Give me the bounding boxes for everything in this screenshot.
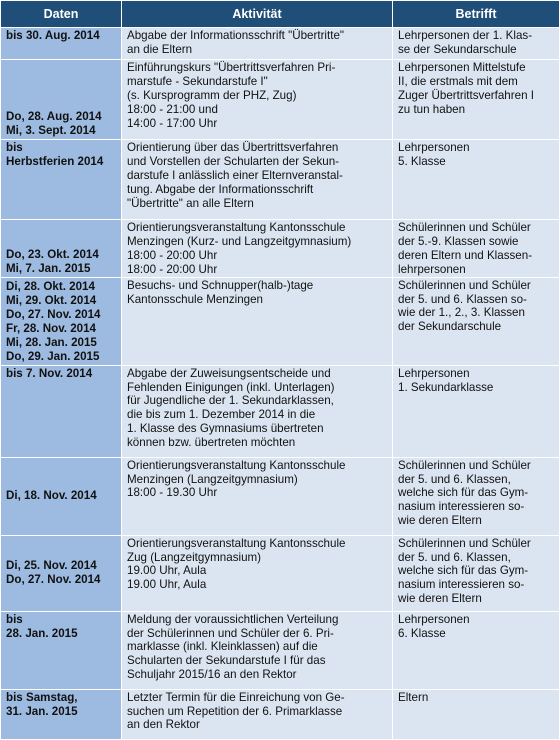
activity-line: marklasse (inkl. Kleinklassen) auf die: [127, 640, 318, 654]
activity-line: darstufe I anlässlich einer Elternveranstal-: [127, 168, 343, 182]
date-line: bis: [6, 612, 23, 626]
activity-line: (s. Kursprogramm der PHZ, Zug): [127, 88, 297, 102]
target-line: zu tun haben: [398, 102, 466, 116]
target-cell: [393, 28, 560, 60]
target-line: se der Sekundarschule: [398, 42, 517, 56]
activity-line: 19.00 Uhr, Aula: [127, 578, 207, 592]
target-cell: [393, 535, 560, 611]
activity-line: an den Rektor: [127, 718, 200, 732]
target-line: deren Eltern und Klassen-: [398, 248, 533, 262]
date-cell: [1, 457, 122, 535]
date-line: 28. Jan. 2015: [6, 626, 78, 640]
table-row: [1, 611, 560, 689]
activity-cell: [122, 365, 393, 457]
date-line: Di, 18. Nov. 2014: [6, 489, 97, 503]
activity-line: 18:00 - 20:00 Uhr: [127, 262, 218, 276]
date-cell: [1, 689, 122, 739]
target-line: Zuger Übertrittsverfahren I: [398, 88, 534, 102]
date-line: bis 30. Aug. 2014: [6, 29, 100, 42]
target-line: 6. Klasse: [398, 626, 446, 640]
table-row: [1, 220, 560, 278]
target-line: nasium interessieren so-: [398, 578, 525, 592]
target-line: der 5. und 6. Klassen so-: [398, 292, 527, 306]
activity-line: marstufe - Sekundarstufe I": [127, 74, 268, 88]
activity-line: Besuchs- und Schnupper(halb-)tage: [127, 278, 314, 292]
activity-line: und Vorstellen der Schularten der Sekun-: [127, 154, 340, 168]
table-row: [1, 277, 560, 365]
date-line: Di, 25. Nov. 2014: [6, 559, 97, 573]
target-line: 1. Sekundarklasse: [398, 380, 494, 394]
date-line: Do, 27. Nov. 2014: [6, 308, 101, 321]
target-cell: [393, 689, 560, 739]
date-line: Fr, 28. Nov. 2014: [6, 321, 97, 335]
target-line: Lehrpersonen: [398, 366, 470, 380]
header-daten: Daten: [1, 1, 122, 28]
target-cell: [393, 365, 560, 457]
date-line: Do, 23. Okt. 2014: [6, 247, 99, 261]
date-line: bis 7. Nov. 2014: [6, 366, 93, 380]
target-line: Schülerinnen und Schüler: [398, 458, 531, 472]
header-row: [1, 1, 560, 28]
target-line: wie deren Eltern: [398, 592, 482, 606]
target-line: Lehrpersonen: [398, 141, 470, 154]
target-line: wie der 1., 2., 3. Klassen: [398, 306, 525, 320]
activity-line: suchen um Repetition der 6. Primarklasse: [127, 704, 343, 718]
header-betrifft: Betrifft: [393, 1, 560, 28]
activity-line: Orientierungsveranstaltung Kantonsschule: [127, 221, 346, 234]
activity-line: für Jugendliche der 1. Sekundarklassen,: [127, 394, 334, 408]
date-cell: [1, 60, 122, 140]
activity-cell: [122, 457, 393, 535]
date-line: Do, 29. Jan. 2015: [6, 349, 100, 363]
table-row: [1, 140, 560, 220]
date-cell: [1, 611, 122, 689]
activity-line: Orientierung über das Übertrittsverfahren: [127, 141, 339, 154]
date-cell: [1, 28, 122, 60]
activity-cell: [122, 535, 393, 611]
activity-line: die bis zum 1. Dezember 2014 in die: [127, 408, 316, 422]
activity-line: 18:00 - 21:00 und: [127, 102, 218, 116]
date-cell: [1, 220, 122, 278]
target-line: nasium interessieren so-: [398, 500, 525, 514]
date-line: Mi, 29. Okt. 2014: [6, 294, 97, 308]
activity-line: Schuljahr 2015/16 an den Rektor: [127, 668, 297, 682]
target-cell: [393, 277, 560, 365]
target-line: lehrpersonen: [398, 262, 466, 276]
target-line: welche sich für das Gym-: [398, 564, 529, 578]
table-row: [1, 689, 560, 739]
target-cell: [393, 457, 560, 535]
activity-cell: [122, 689, 393, 739]
table-row: [1, 365, 560, 457]
target-cell: [393, 140, 560, 220]
target-line: der 5.-9. Klassen sowie: [398, 234, 519, 248]
target-line: Lehrpersonen der 1. Klas-: [398, 29, 533, 42]
date-line: Herbstferien 2014: [6, 154, 104, 168]
date-line: Do, 27. Nov. 2014: [6, 573, 101, 587]
target-line: wie deren Eltern: [398, 514, 482, 528]
date-line: Mi, 28. Jan. 2015: [6, 335, 97, 349]
target-line: Schülerinnen und Schüler: [398, 278, 531, 292]
date-cell: [1, 365, 122, 457]
activity-line: 18:00 - 19.30 Uhr: [127, 486, 218, 500]
activity-line: 19.00 Uhr, Aula: [127, 564, 207, 578]
target-line: Lehrpersonen Mittelstufe: [398, 61, 526, 74]
target-line: Eltern: [398, 690, 429, 704]
date-line: Do, 28. Aug. 2014: [6, 110, 102, 124]
activity-line: Orientierungsveranstaltung Kantonsschule: [127, 458, 346, 472]
activity-line: können bzw. übertreten möchten: [127, 436, 296, 450]
activity-line: Meldung der voraussichtlichen Verteilung: [127, 612, 339, 626]
target-cell: [393, 60, 560, 140]
date-cell: [1, 535, 122, 611]
target-line: welche sich für das Gym-: [398, 486, 529, 500]
date-line: bis Samstag,: [6, 690, 78, 704]
activity-line: der Schülerinnen und Schüler der 6. Pri-: [127, 626, 334, 640]
table-row: [1, 60, 560, 140]
target-line: 5. Klasse: [398, 154, 446, 168]
activity-line: Fehlenden Einigungen (inkl. Unterlagen): [127, 380, 335, 394]
date-line: Mi, 3. Sept. 2014: [6, 124, 96, 138]
activity-line: Schularten der Sekundarstufe I für das: [127, 654, 326, 668]
activity-cell: [122, 28, 393, 60]
target-cell: [393, 611, 560, 689]
activity-line: tung. Abgabe der Informationsschrift: [127, 182, 314, 196]
activity-line: Orientierungsveranstaltung Kantonsschule: [127, 536, 346, 550]
activity-line: "Übertritte" an alle Eltern: [127, 196, 254, 210]
date-line: 31. Jan. 2015: [6, 704, 78, 718]
date-line: Di, 28. Okt. 2014: [6, 280, 95, 294]
activity-line: Zug (Langzeitgymnasium): [127, 550, 262, 564]
target-line: der 5. und 6. Klassen,: [398, 550, 511, 564]
activity-line: 14:00 - 17:00 Uhr: [127, 116, 218, 130]
table-row: [1, 457, 560, 535]
activity-line: 18:00 - 20:00 Uhr: [127, 248, 218, 262]
target-line: der Sekundarschule: [398, 320, 502, 334]
activity-cell: [122, 60, 393, 140]
activity-line: Letzter Termin für die Einreichung von Ge-: [127, 690, 345, 704]
activity-line: Abgabe der Zuweisungsentscheide und: [127, 366, 331, 380]
date-line: bis: [6, 141, 23, 154]
activity-line: 1. Klasse des Gymnasiums übertreten: [127, 422, 324, 436]
target-cell: [393, 220, 560, 278]
activity-line: an die Eltern: [127, 42, 193, 56]
activity-cell: [122, 140, 393, 220]
date-cell: [1, 277, 122, 365]
target-line: Schülerinnen und Schüler: [398, 536, 531, 550]
activity-line: Menzingen (Kurz- und Langzeitgymnasium): [127, 234, 352, 248]
activity-line: Einführungskurs "Übertrittsverfahren Pri-: [127, 61, 336, 74]
header-aktivitaet: Aktivität: [122, 1, 393, 28]
target-line: der 5. und 6. Klassen,: [398, 472, 511, 486]
target-line: Schülerinnen und Schüler: [398, 221, 531, 234]
table-row: [1, 535, 560, 611]
activity-cell: [122, 611, 393, 689]
activity-line: Kantonsschule Menzingen: [127, 292, 263, 306]
date-line: Mi, 7. Jan. 2015: [6, 261, 91, 275]
table-row: [1, 28, 560, 60]
date-cell: [1, 140, 122, 220]
activity-cell: [122, 277, 393, 365]
target-line: Lehrpersonen: [398, 612, 470, 626]
activity-cell: [122, 220, 393, 278]
activity-line: Abgabe der Informationsschrift "Übertritte": [127, 29, 345, 42]
activity-line: Menzingen (Langzeitgymnasium): [127, 472, 298, 486]
target-line: II, die erstmals mit dem: [398, 74, 518, 88]
